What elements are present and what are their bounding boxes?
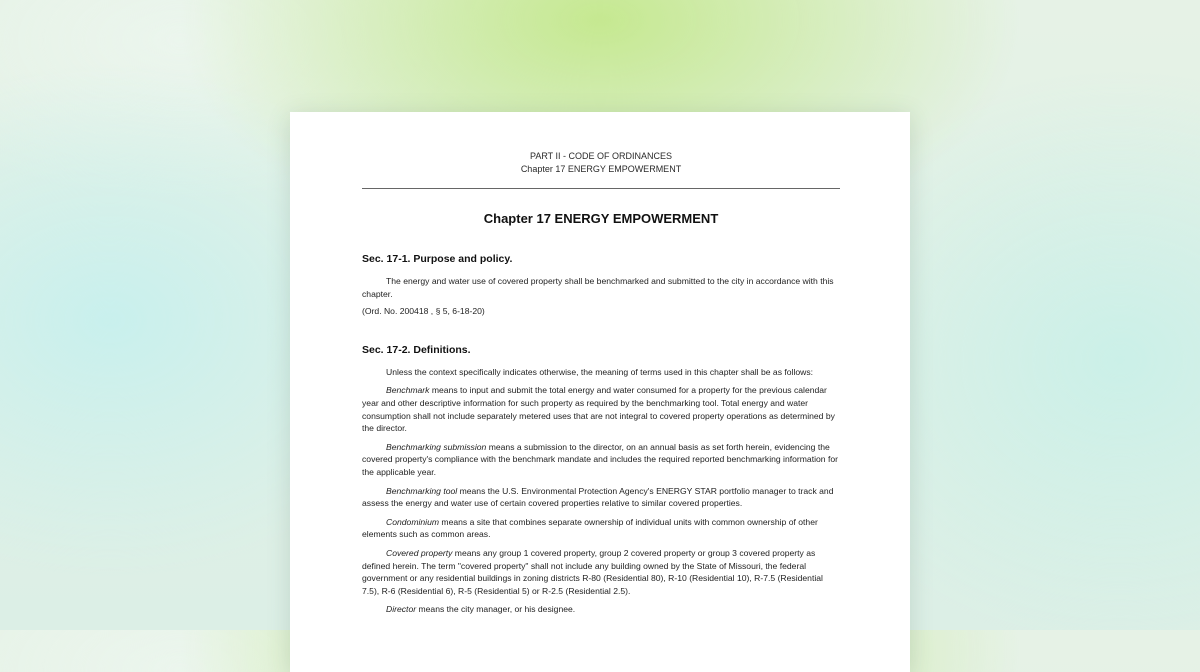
definition-text: means a submission to the director, on an annual basis as set forth herein, evidencing the covered property's compliance with the benchmark mandate and includes the required reported benchmarking information for the applicable year.	[362, 441, 838, 477]
header-chapter-line: Chapter 17 ENERGY EMPOWERMENT	[520, 163, 682, 174]
document-page	[290, 112, 910, 672]
definition-term: Benchmarking tool	[386, 485, 458, 496]
definition-term: Condominium	[386, 516, 440, 527]
definition-benchmarking-submission	[362, 441, 840, 479]
definition-covered-property	[362, 547, 840, 597]
section-paragraph: The energy and water use of covered property shall be benchmarked and submitted to the city in accordance with this chapter.	[362, 276, 834, 299]
section-definitions	[362, 344, 840, 616]
definition-benchmark	[362, 384, 840, 434]
chapter-title: Chapter 17 ENERGY EMPOWERMENT	[483, 211, 719, 226]
definition-text: means the U.S. Environmental Protection Agency's ENERGY STAR portfolio manager to track and assess the energy and water use of certain covered properties relative to similar covered properties.	[362, 485, 834, 509]
definition-text: means to input and submit the total energy and water consumed for a property for the previous calendar year and other descriptive information for such property as required by the benchmarking tool. Total energy and water consumption shall not include separately metered uses that are not integral to covered property operations as determined by the director.	[362, 385, 835, 434]
ordinance-history: (Ord. No. 200418 , § 5, 6-18-20)	[362, 306, 485, 317]
definition-text: means a site that combines separate ownership of individual units with common ownership of other elements such as common areas.	[362, 516, 818, 540]
header-part-line: PART II - CODE OF ORDINANCES	[529, 151, 673, 161]
definition-benchmarking-tool	[362, 485, 840, 510]
document-content	[362, 112, 840, 616]
definition-term: Benchmarking submission	[386, 441, 487, 452]
definition-term: Director	[386, 604, 417, 615]
definition-director	[362, 603, 840, 616]
section-title: Sec. 17-2. Definitions.	[362, 343, 471, 356]
definition-text: means any group 1 covered property, group 2 covered property or group 3 covered property as defined herein. The term "covered property" shall not include any building owned by the State of Missouri, the federal government or any residential buildings in zoning districts R-80 (Residential 80), R-10 (Residential 10), R-7.5 (Residential 7.5), R-6 (Residential 6), R-5 (Residential 5) or R-2.5 (Residential 2.5).	[362, 547, 823, 596]
running-header	[362, 112, 840, 175]
header-divider	[362, 188, 840, 189]
definitions-intro: Unless the context specifically indicates otherwise, the meaning of terms used in this chapter shall be as follows:	[386, 366, 814, 377]
definition-text: means the city manager, or his designee.	[416, 604, 576, 615]
section-purpose	[362, 253, 840, 318]
section-title: Sec. 17-1. Purpose and policy.	[362, 253, 513, 265]
definition-term: Benchmark	[386, 385, 430, 396]
definition-condominium	[362, 516, 840, 541]
definition-term: Covered property	[386, 547, 453, 558]
